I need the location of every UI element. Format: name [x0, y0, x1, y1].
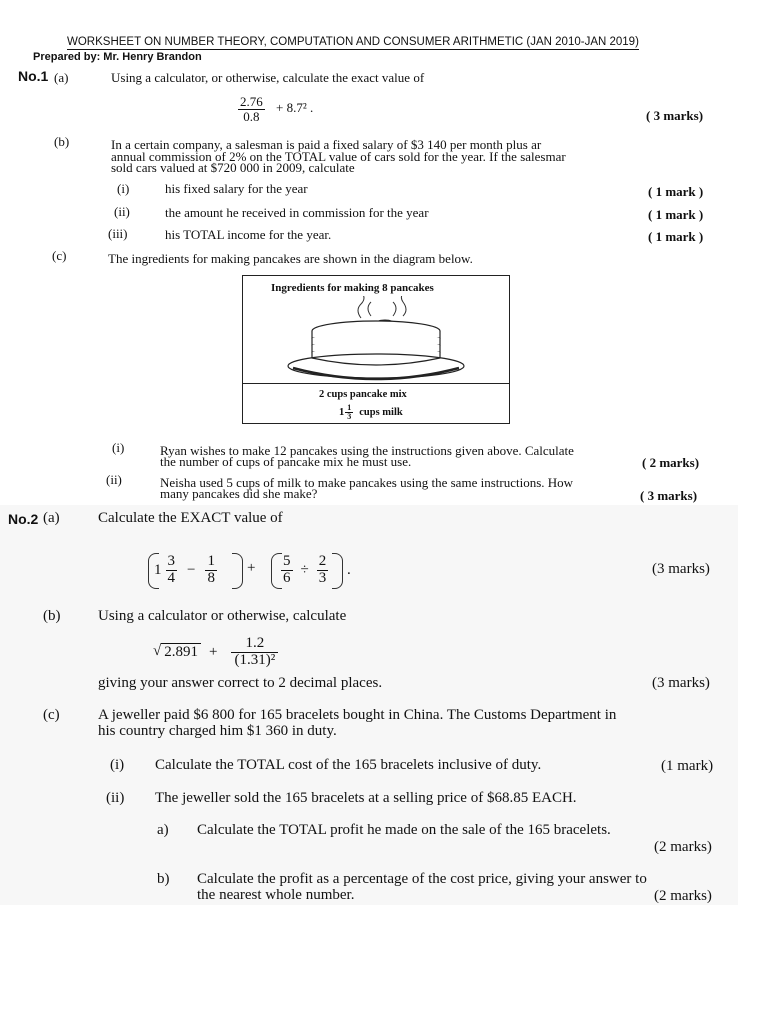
q2c-i-text: Calculate the TOTAL cost of the 165 bracelets inclusive of duty.	[155, 757, 542, 773]
q1b-i-text: his fixed salary for the year	[165, 181, 308, 196]
q1b-ii-marks: ( 1 mark )	[648, 207, 704, 222]
worksheet-title: WORKSHEET ON NUMBER THEORY, COMPUTATION AND CONSUMER ARITHMETIC (JAN 2010-JAN 2019)	[67, 36, 639, 48]
q2a-text: Calculate the EXACT value of	[98, 510, 283, 526]
question-1-number: No.1	[18, 68, 49, 84]
q2a-g1-den-1: 4	[167, 569, 175, 586]
q2a-marks: (3 marks)	[652, 561, 710, 577]
q1c-i-marks: ( 2 marks)	[642, 455, 700, 470]
q2c-ii-a-label: a)	[157, 822, 169, 838]
q2c-line-1: A jeweller paid $6 800 for 165 bracelets bought in China. The Customs Department in	[98, 707, 617, 723]
q2a-group-1-open-paren	[148, 553, 159, 589]
q2a-g1-operator: −	[187, 561, 196, 578]
q1b-line-3: sold cars valued at $720 000 in 2009, calculate	[111, 160, 355, 175]
q1a-label: (a)	[54, 70, 69, 85]
q2a-label: (a)	[43, 510, 60, 526]
milk-fraction-denominator: 3	[347, 412, 352, 422]
q2a-g1-whole: 1	[154, 561, 162, 578]
q1c-ii-label: (ii)	[106, 472, 122, 487]
q2a-g2-num-2: 2	[318, 552, 327, 569]
q1b-i-label: (i)	[117, 181, 130, 196]
q2a-group-1-close-paren	[232, 553, 243, 589]
q1b-i-marks: ( 1 mark )	[648, 184, 704, 199]
q1b-ii-label: (ii)	[114, 204, 130, 219]
q2c-ii-a-text: Calculate the TOTAL profit he made on the sale of the 165 bracelets.	[197, 822, 611, 838]
milk-fraction-numerator: 1	[347, 403, 352, 412]
q2c-label: (c)	[43, 707, 60, 723]
q1b-ii-text: the amount he received in commission for the year	[165, 205, 429, 220]
q2a-g2-fraction-1	[281, 554, 293, 587]
diagram-divider	[243, 383, 509, 384]
q2b-fraction-denominator: (1.31)²	[234, 651, 276, 668]
q2a-group-2-open-paren	[271, 553, 282, 589]
q1a-fraction-numerator: 2.76	[240, 94, 263, 109]
scan-background-region	[0, 505, 738, 905]
q2c-i-label: (i)	[110, 757, 125, 773]
q2a-g2-den-2: 3	[318, 569, 327, 586]
q1b-line-1: In a certain company, a salesman is paid a fixed salary of $3 140 per month plus ar	[111, 137, 542, 152]
q2b-expression	[153, 636, 278, 669]
q1c-label: (c)	[52, 248, 67, 263]
q2a-group-1	[148, 553, 243, 587]
q1a-text: Using a calculator, or otherwise, calculate the exact value of	[111, 70, 425, 85]
q2a-g2-den-1: 6	[283, 569, 291, 586]
q1a-fraction-denominator: 0.8	[243, 108, 260, 124]
milk-fraction	[345, 404, 353, 422]
q2b-label: (b)	[43, 608, 61, 624]
ingredient-milk	[339, 404, 403, 422]
q1a-fraction	[238, 95, 265, 123]
milk-unit-text: cups milk	[359, 407, 403, 419]
q2a-g2-operator: ÷	[300, 561, 309, 578]
q2b-text: Using a calculator or otherwise, calculate	[98, 608, 347, 624]
prepared-by: Prepared by: Mr. Henry Brandon	[33, 51, 202, 63]
diagram-title: Ingredients for making 8 pancakes	[271, 282, 434, 294]
q1b-iii-text: his TOTAL income for the year.	[165, 227, 332, 242]
q2a-middle-operator: +	[247, 560, 256, 576]
q2a-group-2	[271, 553, 343, 587]
q2c-ii-label: (ii)	[106, 790, 125, 806]
q2c-ii-b-marks: (2 marks)	[654, 888, 712, 904]
q2c-ii-b-label: b)	[157, 871, 170, 887]
pancake-ingredients-diagram	[242, 275, 510, 424]
q1b-label: (b)	[54, 134, 70, 149]
q1a-expression-rest: + 8.7² .	[276, 100, 314, 116]
q2b-marks: (3 marks)	[652, 675, 710, 691]
q2b-fraction-numerator: 1.2	[231, 636, 278, 653]
q2c-line-2: his country charged him $1 360 in duty.	[98, 723, 337, 739]
milk-whole-number: 1	[339, 407, 345, 419]
q2b-text-2: giving your answer correct to 2 decimal places.	[98, 675, 383, 691]
q1b-iii-marks: ( 1 mark )	[648, 229, 704, 244]
sqrt-icon: √	[153, 643, 162, 660]
q2a-end-period: .	[347, 562, 351, 578]
q2c-ii-a-marks: (2 marks)	[654, 839, 712, 855]
q1c-i-line-1: Ryan wishes to make 12 pancakes using the instructions given above. Calculate	[160, 443, 574, 458]
q2b-radicand: 2.891	[161, 643, 201, 661]
q2a-g2-fraction-2	[317, 554, 329, 587]
question-2-number: No.2	[8, 511, 39, 527]
pancake-stack-illustration	[243, 296, 509, 396]
q2a-g1-fraction-2	[205, 554, 217, 587]
q1b-line-2: annual commission of 2% on the TOTAL value of cars sold for the year. If the salesmar	[111, 149, 566, 164]
q1c-ii-line-1: Neisha used 5 cups of milk to make pancakes using the same instructions. How	[160, 475, 574, 490]
q2a-g1-fraction-1	[166, 554, 178, 587]
q2a-group-2-close-paren	[332, 553, 343, 589]
q1c-ii-marks: ( 3 marks)	[640, 488, 698, 503]
q1a-marks: ( 3 marks)	[646, 108, 704, 123]
q2a-g1-num-2: 1	[207, 552, 215, 569]
q2b-fraction	[231, 636, 278, 669]
q1b-iii-label: (iii)	[108, 226, 128, 241]
q2c-i-marks: (1 mark)	[661, 758, 714, 774]
q2b-square-root	[153, 643, 201, 661]
ingredient-pancake-mix: 2 cups pancake mix	[319, 389, 407, 400]
q2c-ii-b-line-2: the nearest whole number.	[197, 887, 355, 903]
q1c-i-label: (i)	[112, 440, 125, 455]
q2a-g2-num-1: 5	[283, 552, 291, 569]
q2c-ii-b-line-1: Calculate the profit as a percentage of the cost price, giving your answer to	[197, 871, 647, 887]
q2c-ii-text: The jeweller sold the 165 bracelets at a selling price of $68.85 EACH.	[155, 790, 577, 806]
q1c-ii-line-2: many pancakes did she make?	[160, 486, 318, 501]
q2a-g1-den-2: 8	[207, 569, 215, 586]
q1a-expression	[238, 95, 313, 123]
q1c-i-line-2: the number of cups of pancake mix he must use.	[160, 454, 412, 469]
q2a-g1-num-1: 3	[167, 552, 175, 569]
q1c-text: The ingredients for making pancakes are shown in the diagram below.	[108, 251, 473, 266]
q2b-plus: +	[208, 643, 218, 660]
